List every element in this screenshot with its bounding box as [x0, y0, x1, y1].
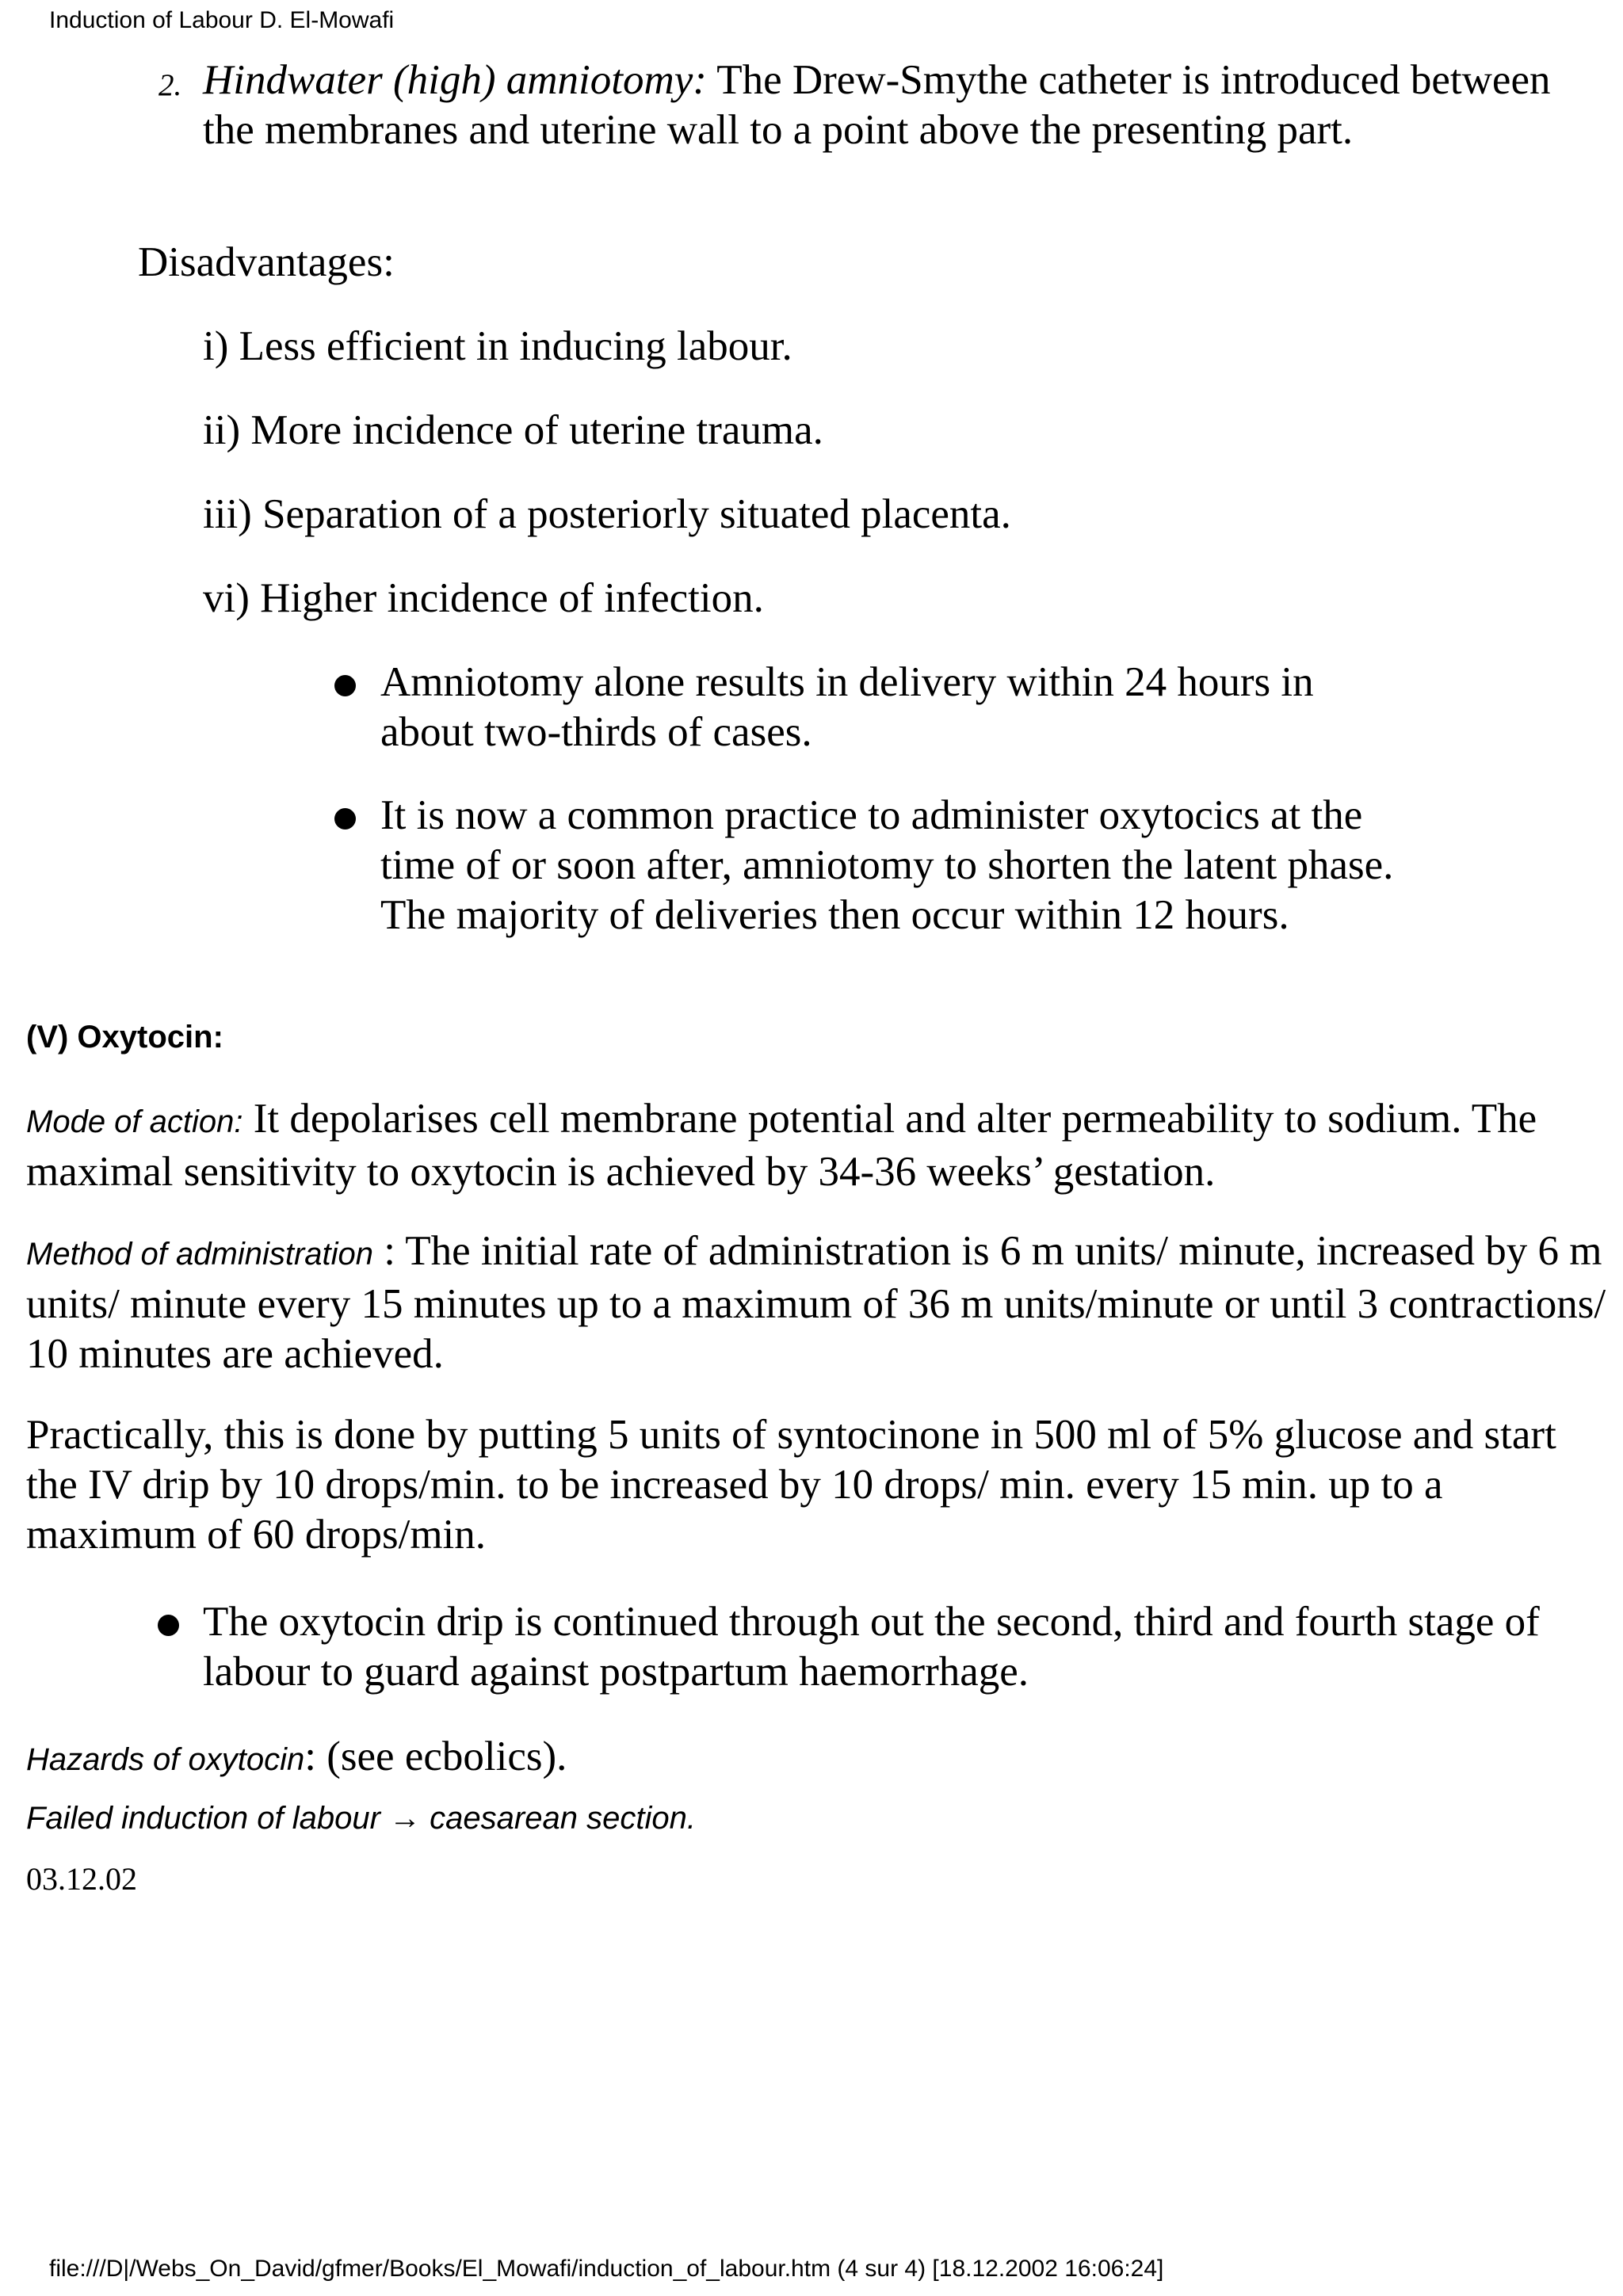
- bullet-item: [380, 791, 1411, 940]
- disadvantage-item: iii) Separation of a posteriorly situated placenta.: [203, 491, 1011, 537]
- page-footer-path: file:///D|/Webs_On_David/gfmer/Books/El_Mowafi/induction_of_labour.htm (4 sur 4) [18.12.2002 16:06:24]: [49, 2256, 1164, 2282]
- method-label: Method of administration: [26, 1237, 374, 1272]
- disadvantage-item: ii) More incidence of uterine trauma.: [203, 407, 823, 453]
- mode-of-action-paragraph: [26, 1094, 1611, 1197]
- disadvantage-item: vi) Higher incidence of infection.: [203, 575, 764, 621]
- hazards-text: : (see ecbolics).: [304, 1733, 567, 1779]
- bullet-icon: [334, 675, 356, 696]
- bullet-text: The oxytocin drip is continued through out the second, third and fourth stage of labour to guard against postpartum haemorrhage.: [203, 1599, 1540, 1695]
- bullet-text: It is now a common practice to administer oxytocics at the time of or soon after, amniotomy to shorten the latent phase. The majority of deliveries then occur within 12 hours.: [380, 792, 1394, 938]
- item-description: The Drew-Smythe catheter is introduced between the membranes and uterine wall to a point above the presenting part.: [203, 57, 1551, 153]
- practical-paragraph: Practically, this is done by putting 5 units of syntocinone in 500 ml of 5% glucose and start the IV drip by 10 drops/min. to be increased by 10 drops/ min. every 15 min. up to a maximum of 60 drops/min.: [26, 1412, 1556, 1558]
- bullet-text: Amniotomy alone results in delivery within 24 hours in about two-thirds of cases.: [380, 659, 1314, 755]
- bullet-icon: [334, 808, 356, 830]
- method-text: : The initial rate of administration is 6 m units/ minute, increased by 6 m units/ minute every 15 minutes up to a maximum of 36 m units/minute or until 3 contractions/ 10 minutes are achieved.: [26, 1228, 1606, 1377]
- failed-induction-note: Failed induction of labour → caesarean section.: [26, 1801, 696, 1836]
- oxytocin-heading: (V) Oxytocin:: [26, 1020, 223, 1055]
- mode-of-action-label: Mode of action:: [26, 1104, 243, 1139]
- mode-of-action-text: It depolarises cell membrane potential and alter permeability to sodium. The maximal sensitivity to oxytocin is achieved by 34-36 weeks’ gestation.: [26, 1096, 1537, 1195]
- item-title: Hindwater (high) amniotomy:: [203, 57, 707, 103]
- disadvantage-item: i) Less efficient in inducing labour.: [203, 323, 792, 369]
- list-item-text: [203, 55, 1553, 155]
- list-number: 2.: [158, 68, 182, 102]
- bullet-item: [380, 658, 1411, 757]
- hazards-label: Hazards of oxytocin: [26, 1742, 305, 1777]
- bullet-icon: [158, 1615, 179, 1636]
- document-date: 03.12.02: [26, 1861, 137, 1897]
- bullet-item: [203, 1597, 1566, 1697]
- page-header: Induction of Labour D. El-Mowafi: [49, 7, 395, 33]
- method-of-administration-paragraph: [26, 1226, 1611, 1379]
- disadvantages-heading: Disadvantages:: [138, 239, 395, 285]
- hazards-paragraph: [26, 1732, 1611, 1785]
- list-item-hindwater-amniotomy: [158, 55, 1553, 155]
